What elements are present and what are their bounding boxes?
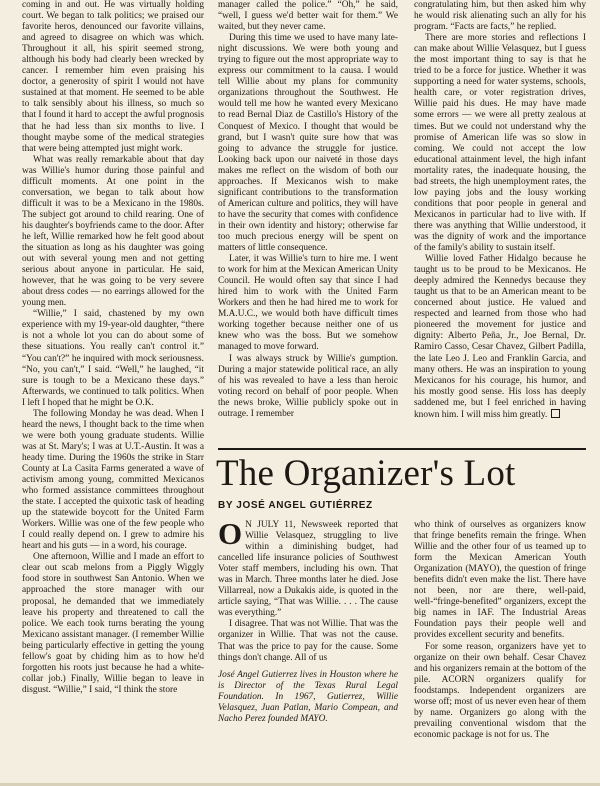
paragraph: coming in and out. He was virtually holding court. We began to talk politics; we praised our favorite heros, denounced our favorite villains, and agreed to disagree on which was which. Throughout it all, his spirit seemed strong, although his body had clearly been wrecked by cancer. I remember him even praising his doctor, a generosity of spirit I would not have sustained at that moment. He seemed to be able to talk sensibly about his illness, so much so that I found it hard to accept the awful prognosis that he had less than six months to live. I thought maybe some of the medical strategies that were being attempted just might work.	[22, 0, 204, 154]
middle-column	[218, 0, 398, 440]
paragraph-text: Willie loved Father Hidalgo because he taught us to be proud to be Mexicanos. He deeply admired the Kennedys because they taught us that to be an American meant to be concerned about justice. He valued and respected and learned from those who had pioneered the movement for justice and dignity: Alberto Peña, Jr., Joe Bernal, Dr. Ramiro Casso, Cesar Chavez, Gilbert Padilla, the late Leo J. Leo and Franklin Garcia, and many others. He was an inspiration to young Mexicanos for his courage, his humor, and his mostly good sense. His loss has deeply saddened me, but I feel enriched in having known him. I will miss him greatly.	[414, 254, 586, 420]
paragraph: Later, it was Willie's turn to hire me. I went to work for him at the Mexican American Unity Council. He would often say that since I had hired him to work with the United Farm Workers and then he had hired me to work for M.A.U.C., we would both have difficult times working together because neither one of us knew who was the boss. But we somehow managed to move forward.	[218, 254, 398, 353]
paragraph: One afternoon, Willie and I made an effort to clear out scab melons from a Piggly Wiggly food store in southwest San Antonio. When we approached the store manager with our proposal, he demanded that we immediately leave his property and threatened to call the police. We each took turns berating the young Mexicano assistant manager. (I remember Willie being particularly effective in getting the young fellow's goat by chiding him as to how he'd forgotten his roots just because he had a white-collar job.) Finally, Willie began to leave in disgust. “Willie,” I said, “I think the store	[22, 552, 204, 695]
paragraph: During this time we used to have many late-night discussions. We were both young and trying to figure out the most appropriate way to express our commitment to la causa. I would tell Willie about my plans for community organizations throughout the Southwest. He would tell me how he wanted every Mexicano to read Bernal Diaz de Castillo's History of the Conquest of Mexico. I thought that would be grand, but I wasn't quite sure how that was going to advance the struggle for justice. Looking back upon our naiveté in those days makes me reflect on the wisdom of both our approaches. If Mexicanos wish to make significant contributions to the transformation of American culture and politics, they will have to have the security that comes with confidence in their own identity and history; otherwise far too much precious energy will be spent on matters of little consequence.	[218, 33, 398, 254]
author-bio: José Angel Gutierrez lives in Houston where he is Director of the Texas Rural Legal Foundation. In 1967, Gutierrez, Willie Velasquez, Juan Patlan, Mario Compean, and Nacho Perez founded MAYO.	[218, 669, 398, 724]
left-column	[22, 0, 204, 786]
paragraph	[414, 254, 586, 421]
paragraph: There are more stories and reflections I can make about Willie Velasquez, but I guess the most important thing to say is that he tried to be a force for justice. Whether it was supporting a need for water systems, schools, health care, or voter registration drives, Willie paid his dues. He may have made some errors — we were all pretty zealous at times. But we could not understand why the promise of American life was so slow in coming. We could not accept the low educational attainment level, the high infant mortality rates, the inadequate housing, the bad streets, the high unemployment rates, the low paying jobs and the lousy working conditions that poor people in general and Mexicanos in particular had to live with. If there was anything that Willie understood, it was the dignity of work and the importance of the family's ability to sustain itself.	[414, 33, 586, 254]
article-column-2	[414, 520, 586, 786]
paragraph: The following Monday he was dead. When I heard the news, I thought back to the time when we were both young graduate students. Willie was at St. Mary's; I was at U.T.-Austin. It was a heady time. During the 1960s the strike in Starr County at La Casita Farms generated a wave of activism among young, committed Mexicanos who formed assistance committees throughout the state. I accepted the quixotic task of heading up the statewide boycott for the United Farm Workers. Willie was one of the few people who I could really depend on. I grew to admire his heart and his guts — in a word, his courage.	[22, 408, 204, 552]
section-rule	[218, 448, 586, 450]
article-headline: The Organizer's Lot	[216, 453, 516, 494]
paragraph: who think of ourselves as organizers know that fringe benefits remain the fringe. When Willie and the other four of us teamed up to form the Mexican American Youth Organization (MAYO), the question of fringe benefits didn't even make the list. There have not been, nor are there, well-paid, well-“fringe-benefited” organizers, except the big names in IAF. The Industrial Areas Foundation pays their people well and provides excellent security and benefits.	[414, 520, 586, 641]
paragraph: congratulating him, but then asked him why he would risk alienating such an ally for his program. “Facts are facts,” he replied.	[414, 0, 586, 33]
paragraph: I disagree. That was not Willie. That was the organizer in Willie. That was not the cause. That was the price to pay for the cause. Some things don't change. All of us	[218, 619, 398, 663]
paragraph: “Willie,” I said, chastened by my own experience with my 19-year-old daughter, “there is not a whole lot you can do about some of these situations. You really can't control it.” “You can't?” he inquired with mock seriousness. “No, you can't,” I said. “Well,” he laughed, “it sure is tough to be a Mexicano these days.” Afterwards, we continued to talk politics. When I left I hoped that he might be O.K.	[22, 309, 204, 408]
article-column-1	[218, 516, 398, 786]
lead-paragraph	[218, 516, 398, 619]
article-byline: BY JOSÉ ANGEL GUTIÉRREZ	[218, 500, 373, 511]
end-mark-icon	[551, 409, 560, 418]
paragraph: manager called the police.” “Oh,” he said, “well, I guess we'd better wait for them.” We waited, but they never came.	[218, 0, 398, 33]
drop-cap: O	[218, 516, 243, 551]
lead-text: N JULY 11, Newsweek reported that Willie Velasquez, struggling to live within a diminishing budget, had cancelled life insurance policies of Southwest Voter staff members, including his own. That was in March. Three months later he died. Jose Villarreal, now a Dukakis aide, is quoted in the article saying, “That was Willie. . . . The cause was everything.”	[218, 520, 398, 619]
paragraph: For some reason, organizers have yet to organize on their own behalf. Cesar Chavez and his organizers remain at the bottom of the pile. ACORN organizers qualify for foodstamps. Independent organizers are worse off; most of us never even hear of them by name. Organizers go along with the prevailing conventional wisdom that the economic package is not for us. The	[414, 641, 586, 740]
paragraph: What was really remarkable about that day was Willie's humor during those painful and difficult moments. At one point in the conversation, we began to talk about how difficult it was to be a Mexicano in the 1980s. The subject got around to child rearing. One of his daughter's boyfriends came to the door. After he left, Willie remarked how he felt good about the situation as long as his daughter was going out with several young men and not getting serious about anyone in particular. He said, however, that he was going to be very severe about dress codes — no earrings allowed for the young men.	[22, 154, 204, 309]
right-column	[414, 0, 586, 440]
paragraph: I was always struck by Willie's gumption. During a major statewide political race, an ally of his was revealed to have a less than heroic voting record on behalf of poor people. When the news broke, Willie publicly spoke out in outrage. I remember	[218, 353, 398, 419]
